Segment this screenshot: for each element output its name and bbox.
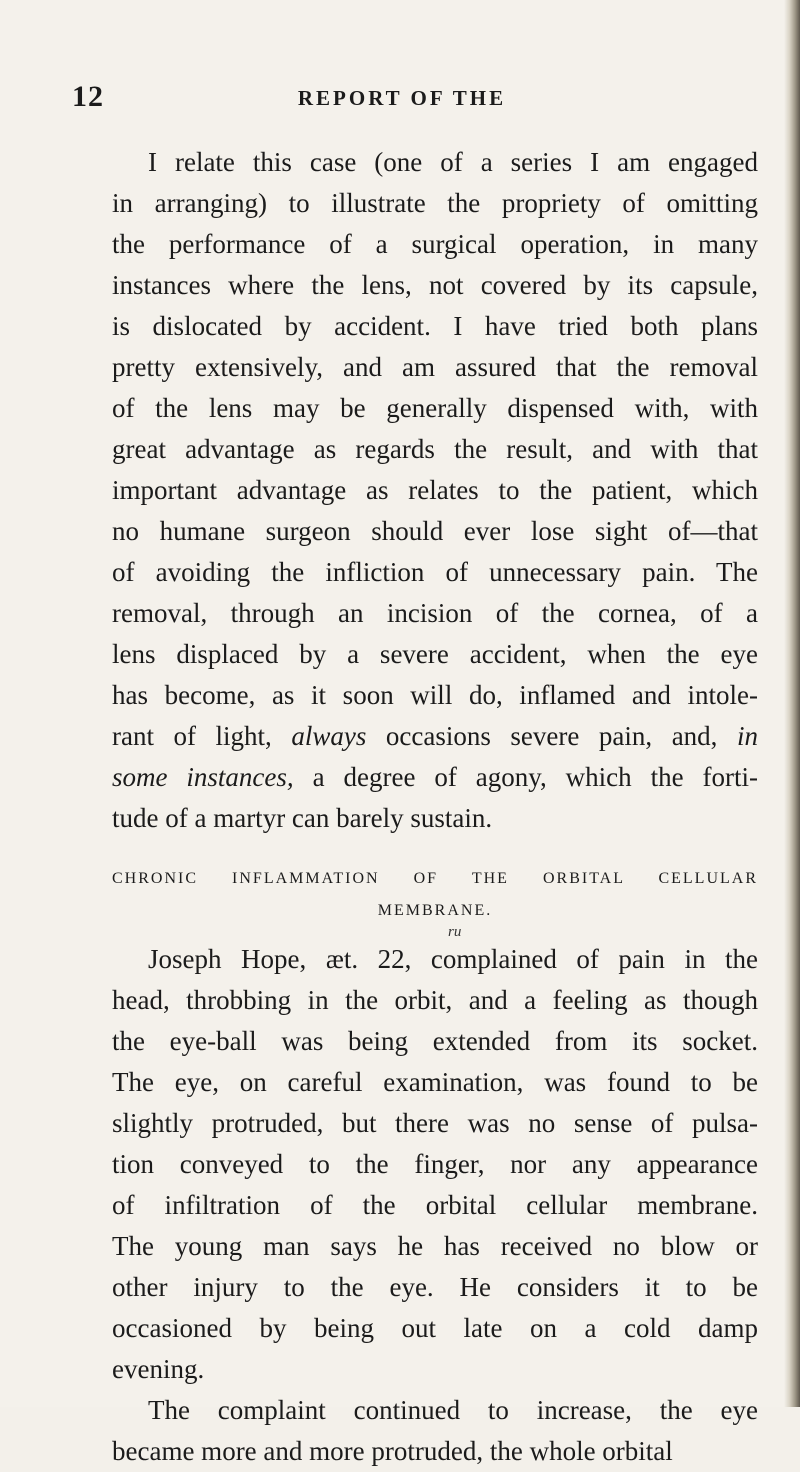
text-line: is dislocated by accident. I have tried both plans: [112, 311, 758, 341]
body-text: [112, 142, 758, 1472]
section-heading: [112, 863, 758, 927]
paragraph-3: [112, 1390, 758, 1472]
text-line: of the lens may be generally dispensed with, with: [112, 393, 758, 423]
section-heading-line: CHRONIC INFLAMMATION OF THE ORBITAL CELLULAR: [112, 870, 758, 887]
text-line: the eye-ball was being extended from its socket.: [112, 1026, 758, 1056]
text-line: I relate this case (one of a series I am engaged: [148, 147, 758, 177]
text-line: the performance of a surgical operation, in many: [112, 229, 758, 259]
text-line: in arranging) to illustrate the propriety of omitting: [112, 188, 758, 218]
emphasis-text: some instances,: [112, 762, 294, 792]
text-line: The eye, on careful examination, was found to be: [112, 1067, 758, 1097]
text-line: tion conveyed to the finger, nor any appearance: [112, 1149, 758, 1179]
page-number: 12: [72, 80, 104, 113]
text-line: pretty extensively, and am assured that the removal: [112, 352, 758, 382]
text-line: occasioned by being out late on a cold damp: [112, 1313, 758, 1343]
page-header: [72, 80, 732, 120]
text-run: a degree of agony, which the forti-: [293, 762, 758, 792]
text-line: The young man says he has received no blow or: [112, 1231, 758, 1261]
text-line: became more and more protruded, the whole orbital: [112, 1436, 673, 1466]
text-line: evening.: [112, 1354, 205, 1384]
text-line: removal, through an incision of the cornea, of a: [112, 598, 758, 628]
text-line-with-emphasis: [112, 716, 758, 757]
text-line: of infiltration of the orbital cellular membrane.: [112, 1190, 758, 1220]
text-line: important advantage as relates to the patient, which: [112, 475, 758, 505]
handwritten-correction: ru: [448, 924, 462, 940]
text-line: lens displaced by a severe accident, when the eye: [112, 639, 758, 669]
text-line: head, throbbing in the orbit, and a feeling as though: [112, 985, 758, 1015]
text-run: occasions severe pain, and,: [366, 721, 737, 751]
emphasis-text: always: [291, 721, 367, 751]
page-spine-shadow: [784, 0, 800, 1407]
text-line: slightly protruded, but there was no sense of pulsa-: [112, 1108, 758, 1138]
text-line: instances where the lens, not covered by its capsule,: [112, 270, 758, 300]
text-line: The complaint continued to increase, the eye: [148, 1395, 758, 1425]
text-line: of avoiding the infliction of unnecessary pain. The: [112, 557, 758, 587]
section-heading-line: MEMBRANE.: [377, 902, 493, 919]
text-line: no humane surgeon should ever lose sight of—that: [112, 516, 758, 546]
text-line: tude of a martyr can barely sustain.: [112, 803, 493, 833]
emphasis-text: in: [736, 721, 758, 751]
paragraph-1: [112, 142, 758, 839]
paragraph-2: [112, 939, 758, 1390]
text-line: great advantage as regards the result, and with that: [112, 434, 758, 464]
text-line: has become, as it soon will do, inflamed and intole-: [112, 680, 758, 710]
text-line: Joseph Hope, æt. 22, complained of pain in the: [148, 944, 758, 974]
text-line: other injury to the eye. He considers it to be: [112, 1272, 758, 1302]
text-line-with-emphasis: [112, 757, 758, 798]
running-head: REPORT OF THE: [297, 86, 507, 110]
text-run: rant of light,: [112, 721, 292, 751]
